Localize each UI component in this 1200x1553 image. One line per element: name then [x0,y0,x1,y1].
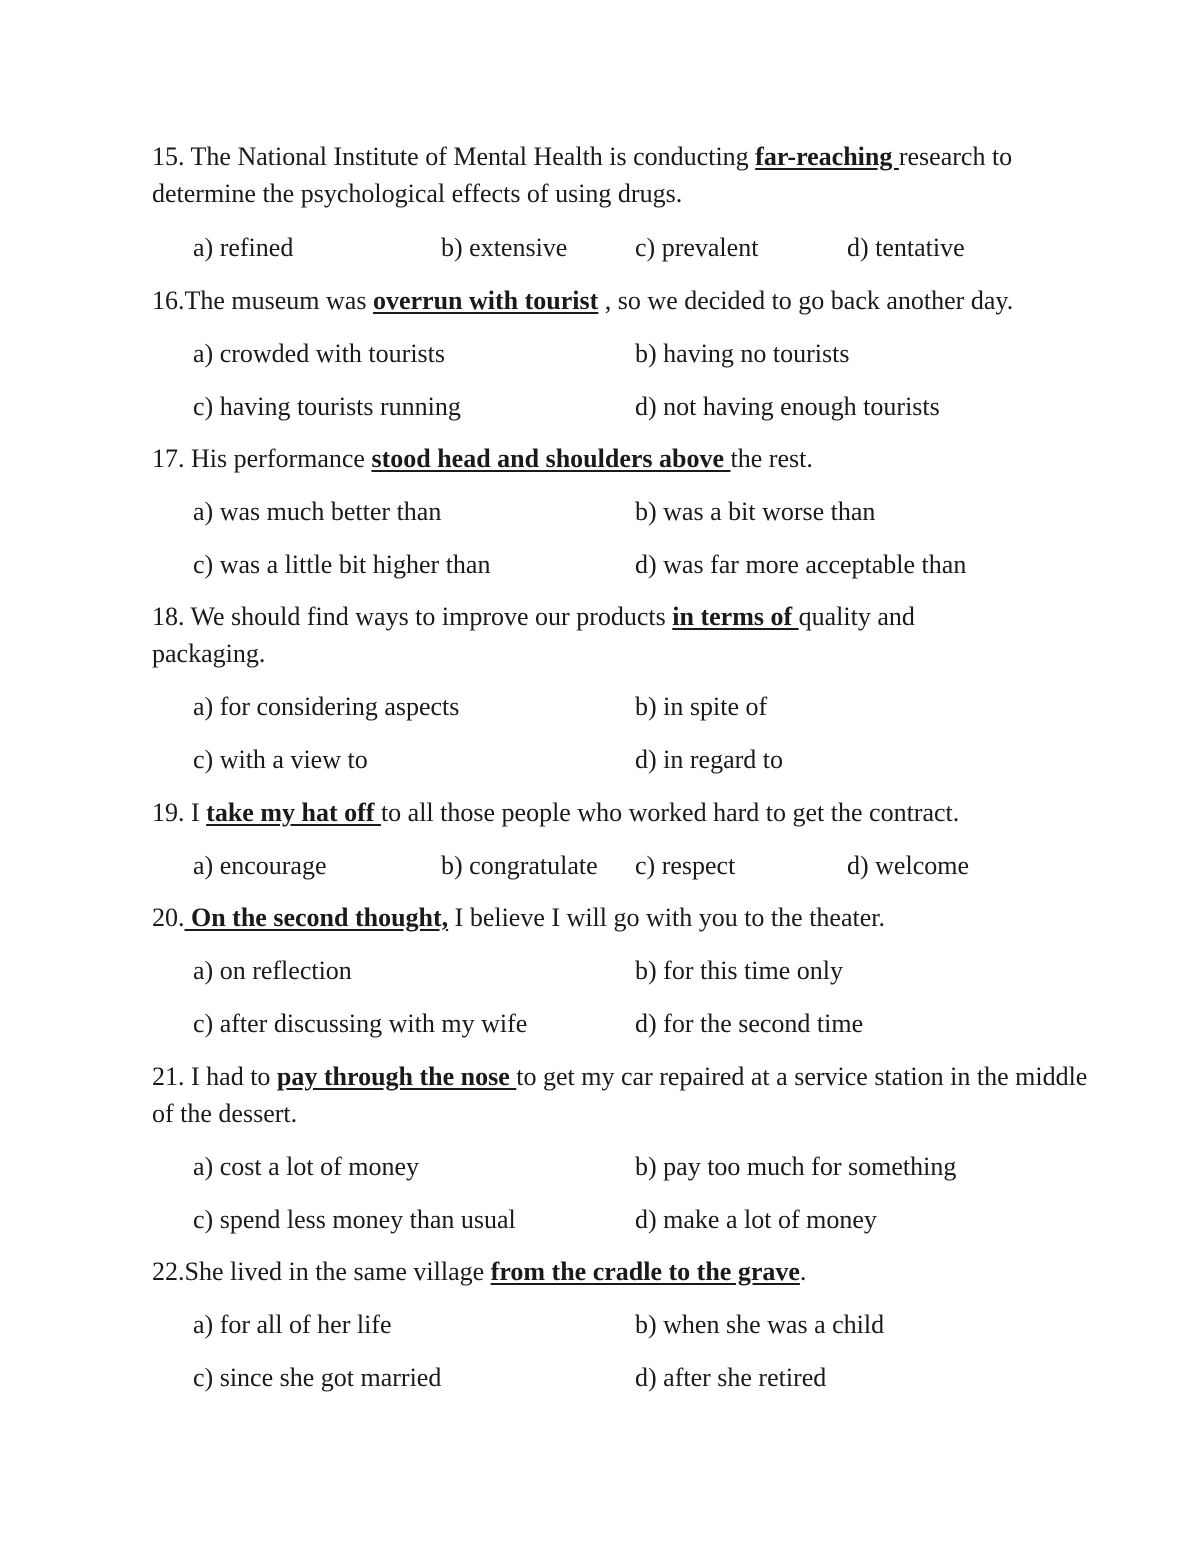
question-text-end: research to determine the psychological effects of using drugs. [152,142,1013,208]
option-c: c) was a little bit higher than [193,550,491,579]
question-key-phrase: pay through the nose [276,1062,517,1091]
question-22 [152,1253,1082,1290]
question-16 [152,282,1112,319]
question-20 [152,899,1082,936]
option-d: d) welcome [847,851,970,880]
option-a: a) for considering aspects [193,692,460,721]
option-c: c) respect [635,851,736,880]
question-key-phrase: in terms of [672,602,799,631]
question-text: 16.The museum was [152,286,373,315]
option-b: b) in spite of [635,692,768,721]
option-b: b) pay too much for something [635,1152,957,1181]
question-key-phrase: take my hat off [206,798,381,827]
question-15 [152,138,1082,212]
question-key-phrase: overrun with tourist [372,286,599,315]
option-b: b) when she was a child [635,1310,885,1339]
question-text-end: the rest. [730,444,813,473]
question-text: 22.She lived in the same village [152,1257,491,1286]
question-key-phrase: stood head and shoulders above [371,444,731,473]
question-text: 21. I had to [152,1062,277,1091]
option-b: b) was a bit worse than [635,497,876,526]
option-a: a) on reflection [193,956,352,985]
option-a: a) encourage [193,851,327,880]
option-d: d) was far more acceptable than [635,550,967,579]
option-b: b) extensive [441,233,568,262]
question-text-end: to get my car repaired at a service station in the middle of the dessert. [152,1062,1088,1128]
option-c: c) after discussing with my wife [193,1009,528,1038]
question-text: 19. I [152,798,207,827]
option-a: a) cost a lot of money [193,1152,419,1181]
question-text-end: . [799,1257,807,1286]
question-text: 20. [152,903,185,932]
option-b: b) congratulate [441,851,598,880]
option-d: d) after she retired [635,1363,827,1392]
question-text: 15. The National Institute of Mental Health is conducting [152,142,756,171]
question-key-phrase: from the cradle to the grave [490,1257,800,1286]
option-d: d) not having enough tourists [635,392,940,421]
option-d: d) in regard to [635,745,784,774]
option-b: b) for this time only [635,956,843,985]
question-text-end: , so we decided to go back another day. [598,286,1014,315]
question-text-end: I believe I will go with you to the theater. [448,903,885,932]
option-d: d) tentative [847,233,965,262]
option-c: c) with a view to [193,745,368,774]
option-b: b) having no tourists [635,339,850,368]
question-text-end: quality and packaging. [152,602,915,668]
question-18 [152,598,992,672]
option-d: d) make a lot of money [635,1205,877,1234]
option-a: a) crowded with tourists [193,339,446,368]
option-c: c) since she got married [193,1363,442,1392]
question-key-phrase: On the second thought, [184,903,449,932]
option-c: c) having tourists running [193,392,461,421]
question-17 [152,440,1082,477]
question-text: 17. His performance [152,444,372,473]
question-19 [152,794,1082,831]
question-text-end: to all those people who worked hard to get the contract. [380,798,960,827]
option-a: a) refined [193,233,294,262]
option-a: a) was much better than [193,497,442,526]
option-d: d) for the second time [635,1009,864,1038]
option-a: a) for all of her life [193,1310,392,1339]
option-c: c) spend less money than usual [193,1205,516,1234]
option-c: c) prevalent [635,233,759,262]
question-key-phrase: far-reaching [755,142,899,171]
question-text: 18. We should find ways to improve our products [152,602,673,631]
question-21 [152,1058,1092,1132]
